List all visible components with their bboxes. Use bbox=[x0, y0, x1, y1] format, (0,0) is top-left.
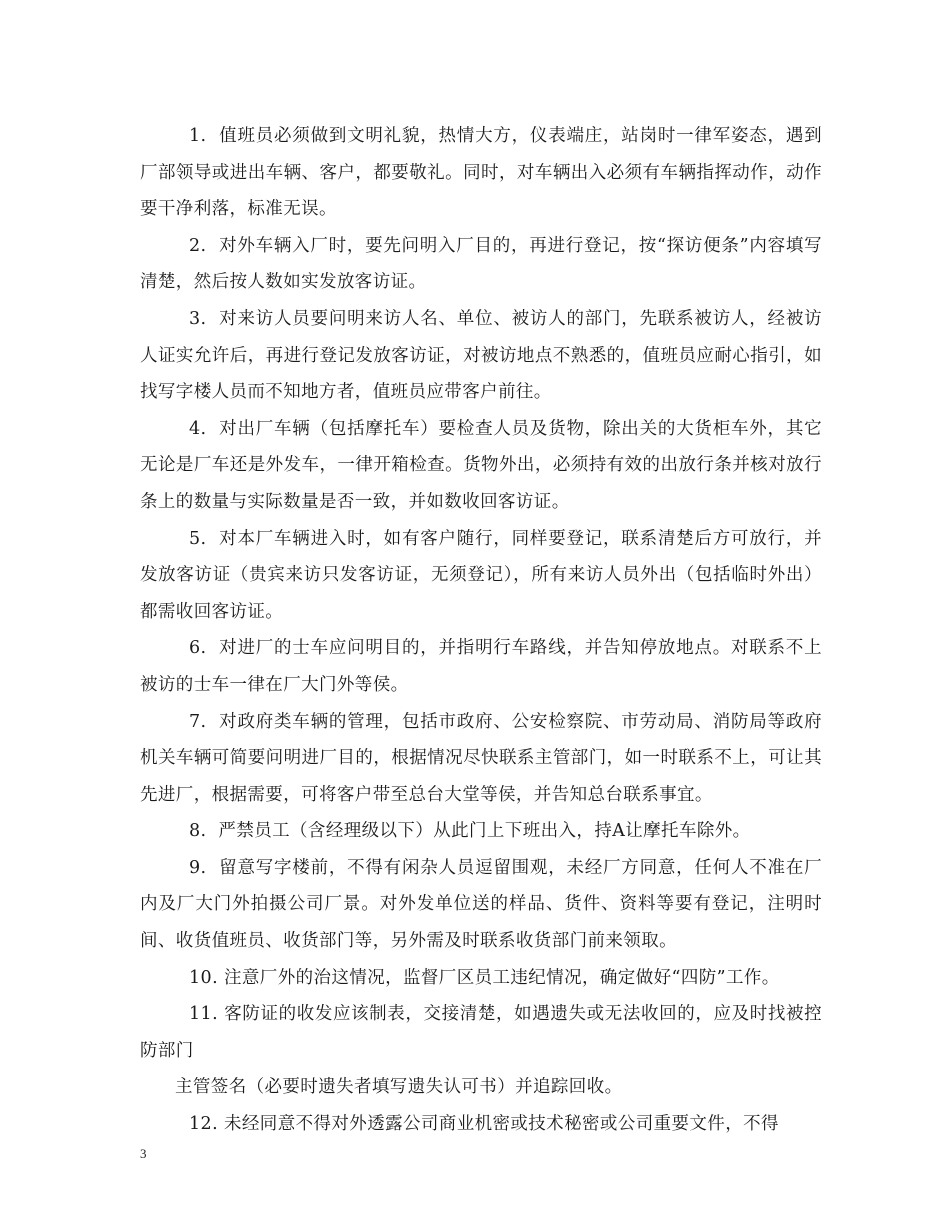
paragraph-4: 4. 对出厂车辆（包括摩托车）要检查人员及货物，除出关的大货柜车外，其它无论是厂车还是外发车，一律开箱检查。货物外出，必须持有效的出放行条并核对放行条上的数量与实际数量是否一致，并如数收回客访证。 bbox=[140, 418, 822, 512]
paragraph-10: 10. 注意厂外的治这情况，监督厂区员工违纪情况，确定做好“四防”工作。 bbox=[189, 967, 780, 988]
page-number: 3 bbox=[140, 1146, 147, 1161]
paragraph-1: 1. 值班员必须做到文明礼貌，热情大方，仪表端庄，站岗时一律军姿态，遇到厂部领导或进出车辆、客户，都要敬礼。同时，对车辆出入必须有车辆指挥动作，动作要干净利落，标准无误。 bbox=[140, 126, 822, 220]
paragraph-3: 3. 对来访人员要问明来访人名、单位、被访人的部门，先联系被访人，经被访人证实允许后，再进行登记发放客访证，对被访地点不熟悉的，值班员应耐心指引，如找写字楼人员而不知地方者，值班员应带客户前往。 bbox=[140, 308, 822, 403]
paragraph-12: 12. 未经同意不得对外透露公司商业机密或技术秘密或公司重要文件，不得 bbox=[189, 1114, 779, 1135]
paragraph-2: 2. 对外车辆入厂时，要先问明入厂目的，再进行登记，按“探访便条”内容填写清楚，然后按人数如实发放客访证。 bbox=[140, 235, 822, 293]
document-body bbox=[140, 118, 822, 1143]
paragraph-7: 7. 对政府类车辆的管理，包括市政府、公安检察院、市劳动局、消防局等政府机关车辆可简要问明进厂目的，根据情况尽快联系主管部门，如一时联系不上，可让其先进厂，根据需要，可将客户带至总台大堂等侯，并告知总台联系事宜。 bbox=[140, 711, 822, 805]
paragraph-8: 8. 严禁员工（含经理级以下）从此门上下班出入，持A让摩托车除外。 bbox=[189, 821, 751, 842]
paragraph-11: 11. 客防证的收发应该制表，交接清楚，如遇遗失或无法收回的，应及时找被控防部门 bbox=[140, 1004, 822, 1061]
paragraph-6: 6. 对进厂的士车应问明目的，并指明行车路线，并告知停放地点。对联系不上被访的士车一律在厂大门外等侯。 bbox=[140, 638, 822, 695]
paragraph-9: 9. 留意写字楼前，不得有闲杂人员逗留围观，未经厂方同意，任何人不准在厂内及厂大门外拍摄公司厂景。对外发单位送的样品、货件、资料等要有登记，注明时间、收货值班员、收货部门等，另外需及时联系收货部门前来领取。 bbox=[140, 857, 822, 952]
paragraph-5: 5. 对本厂车辆进入时，如有客户随行，同样要登记，联系清楚后方可放行，并发放客访证（贵宾来访只发客访证，无须登记），所有来访人员外出（包括临时外出）都需收回客访证。 bbox=[140, 528, 822, 622]
paragraph-11-continuation: 主管签名（必要时遗失者填写遗失认可书）并追踪回收。 bbox=[175, 1077, 623, 1098]
